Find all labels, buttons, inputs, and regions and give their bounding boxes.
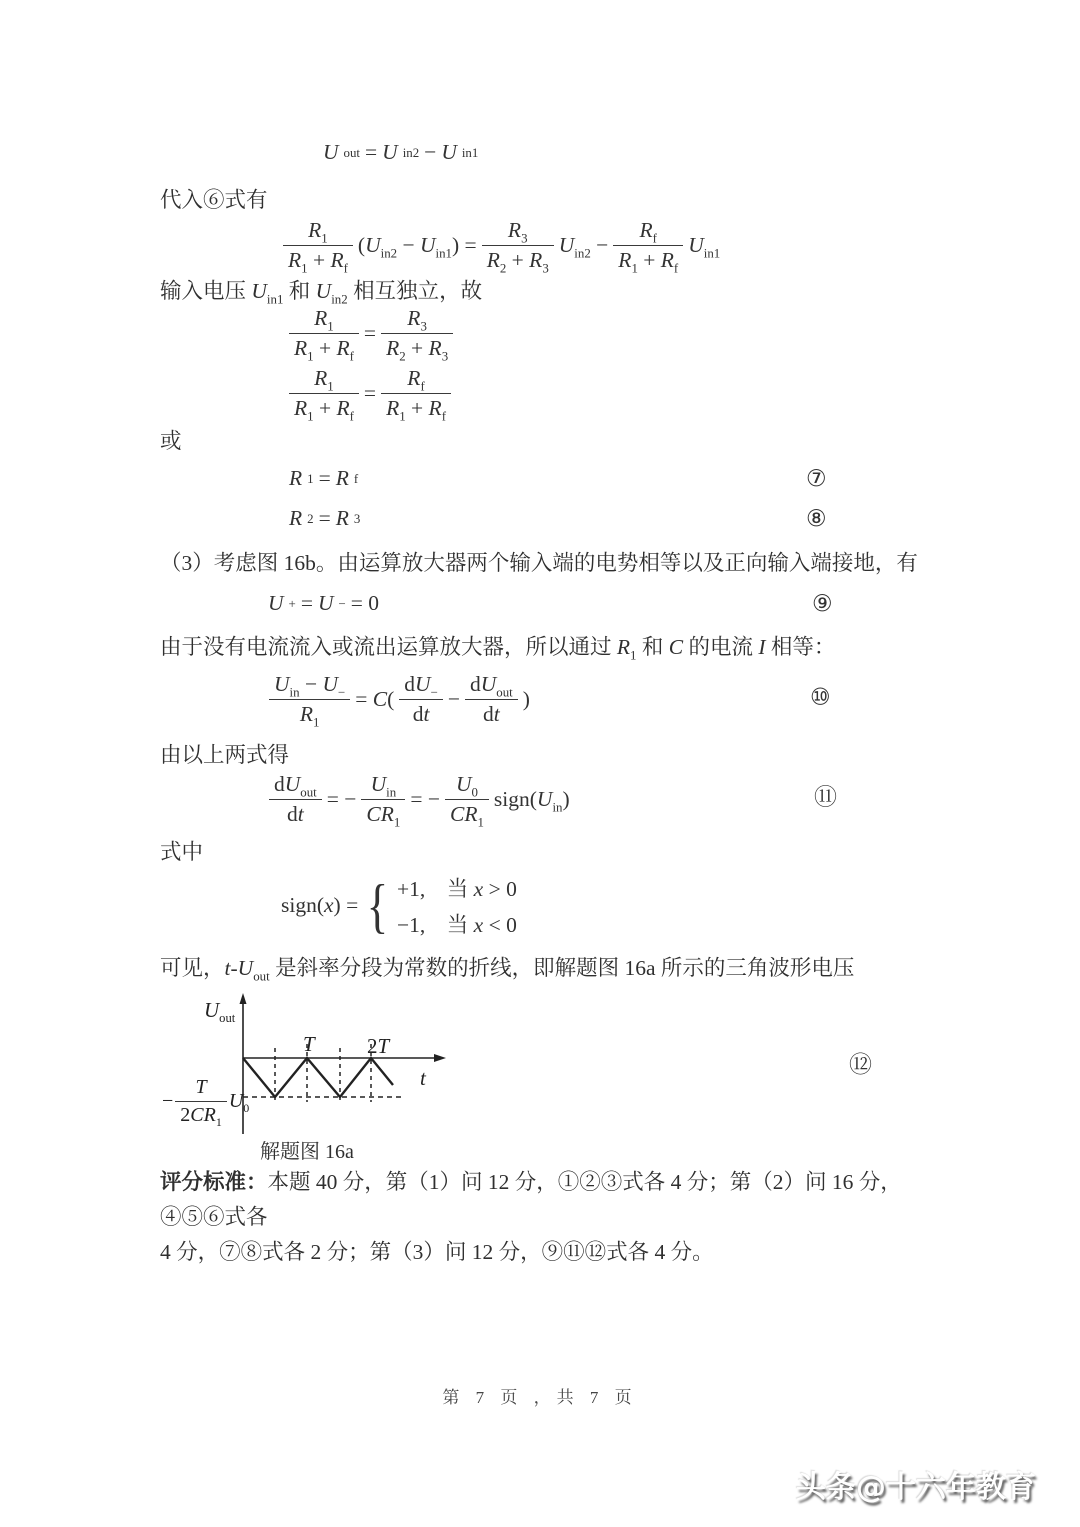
fraction [269, 672, 350, 730]
equation-substituted [0, 218, 1080, 276]
case-positive: +1, 当 x > 0 [397, 877, 517, 901]
equation-sign [0, 872, 1080, 939]
scoring-label: 评分标准： [160, 1170, 268, 1194]
equation-number-10: ⑩ [810, 684, 831, 711]
para-independent: 输入电压 $U_{in1}$ 和 $U_{in2}$ 相互独立，故 [160, 279, 483, 307]
watermark: 头条@十六年教育 [796, 1470, 1036, 1505]
eq-body [269, 772, 570, 830]
fraction [175, 1076, 227, 1127]
fraction [269, 772, 322, 827]
frac-den: dt [399, 699, 443, 727]
equation-11 [0, 772, 1080, 830]
frac-num: $dU_-$ [404, 672, 438, 700]
x-axis-arrow [434, 1054, 446, 1062]
figure-caption: 解题图 16a [260, 1141, 354, 1163]
eq-term: − [447, 687, 460, 711]
scoring-line-1 [160, 1165, 960, 1235]
eq-body [283, 218, 721, 276]
equation-uout [0, 140, 1080, 165]
para-where: 式中 [160, 840, 204, 864]
frac-den: dt [465, 699, 518, 727]
eq-body [289, 366, 451, 424]
scoring-text-1: 本题 40 分，第（1）问 12 分，①②③式各 4 分；第（2）问 16 分，④⑤⑥式各 [160, 1170, 902, 1229]
x-axis-label: t [420, 1066, 426, 1090]
equation-number-8: ⑧ [806, 506, 827, 532]
frac-num: $dU_{out}$ [470, 672, 513, 700]
equation-number-9: ⑨ [812, 591, 833, 617]
frac-den: $R_1 + R_f$ [289, 393, 359, 421]
eq-term: = − [326, 787, 357, 811]
frac-num: $dU_{out}$ [274, 772, 317, 800]
fraction [283, 218, 353, 276]
eq-term: U + = U − = 0 [268, 591, 380, 615]
eq-term: $sign(U_{in})$ [493, 787, 570, 815]
frac-den: $CR_1$ [361, 799, 405, 827]
scoring-line-2 [160, 1235, 960, 1270]
frac-num: $R_3$ [407, 306, 427, 334]
eq-body [281, 872, 517, 939]
y-axis-arrow [240, 993, 247, 1004]
eq-term: sign(x) = [281, 893, 359, 917]
eq-term: U out = U in2 − U in1 [323, 140, 479, 164]
frac-den: $CR_1$ [445, 799, 489, 827]
y-axis-label: $U_{out}$ [204, 998, 236, 1026]
eq-term: ) [522, 687, 530, 711]
eq-term: R 2 = R 3 [289, 506, 361, 530]
para-conclusion: 可见，$t-U_{out}$ 是斜率分段为常数的折线，即解题图 16a 所示的三角波形电压 [160, 956, 855, 984]
para-part3: （3）考虑图 16b。由运算放大器两个输入端的电势相等以及正向输入端接地，有 [160, 551, 918, 575]
eq-body [289, 306, 453, 364]
fraction [381, 366, 451, 424]
equation-7 [0, 466, 1080, 491]
frac-den: $R_1$ [269, 699, 350, 727]
frac-den: $R_2 + R_3$ [381, 333, 453, 361]
equals-sign: = [363, 321, 377, 345]
frac-den: $R_1 + R_f$ [381, 393, 451, 421]
equals-sign: = [363, 381, 377, 405]
equation-number-7: ⑦ [806, 466, 827, 492]
eq-term: $U_{in2}$ − [558, 233, 609, 261]
label-2T: 2T [367, 1034, 390, 1058]
equation-10 [0, 672, 1080, 730]
fraction [482, 218, 554, 276]
equation-8 [0, 506, 1080, 531]
fraction [289, 366, 359, 424]
frac-den: $R_1 + R_f$ [613, 245, 683, 273]
frac-den: dt [269, 799, 322, 827]
fraction [361, 772, 405, 830]
min-value-label [162, 1076, 249, 1127]
frac-num: $R_1$ [308, 218, 328, 246]
left-brace: { [366, 872, 389, 939]
frac-den: $R_2 + R_3$ [482, 245, 554, 273]
equation-ratio1 [0, 306, 1080, 364]
waveform-figure [160, 988, 470, 1166]
u0-term: $U_0$ [228, 1090, 250, 1115]
para-substitute: 代入⑥式有 [160, 188, 268, 212]
eq-term: $(U_{in2} - U_{in1})$ = [357, 233, 477, 261]
page-footer: 第 7 页 ，共 7 页 [442, 1388, 638, 1407]
frac-num: $R_1$ [314, 306, 334, 334]
fraction [613, 218, 683, 276]
fraction [381, 306, 453, 364]
frac-num: $R_f$ [639, 218, 657, 246]
eq-term: = C( [355, 687, 395, 711]
eq-term: $U_{in1}$ [688, 233, 721, 261]
frac-num: $R_1$ [314, 366, 334, 394]
fraction [289, 306, 359, 364]
frac-den: $R_1 + R_f$ [289, 333, 359, 361]
fraction [445, 772, 489, 830]
minus-sign: − [162, 1090, 174, 1112]
frac-num: T [195, 1076, 207, 1098]
equation-9 [0, 591, 1080, 616]
fraction [465, 672, 518, 727]
label-T: T [303, 1032, 315, 1056]
frac-num: $U_{in}$ [370, 772, 397, 800]
frac-num: $R_f$ [407, 366, 425, 394]
case-negative: −1, 当 x < 0 [397, 913, 517, 937]
para-no-current: 由于没有电流流入或流出运算放大器，所以通过 $R_1$ 和 C 的电流 I 相等： [160, 635, 836, 663]
frac-num: $R_3$ [507, 218, 528, 246]
eq-body [269, 672, 530, 730]
eq-term: = − [410, 787, 440, 811]
scoring-text-2: 4 分，⑦⑧式各 2 分；第（3）问 12 分，⑨⑪⑫式各 4 分。 [160, 1240, 714, 1264]
cases-block [397, 872, 517, 939]
eq-term: R 1 = R f [289, 466, 359, 490]
frac-num: $U_{in} - U_-$ [274, 672, 346, 700]
fraction [399, 672, 443, 727]
scoring-standard [160, 1165, 960, 1270]
equation-number-11: ⑪ [814, 784, 837, 811]
equation-ratio2 [0, 366, 1080, 424]
equation-number-12: ⑫ [849, 1052, 872, 1078]
frac-num: $U_0$ [455, 772, 478, 800]
para-or: 或 [160, 429, 182, 453]
frac-den: $R_1 + R_f$ [283, 245, 353, 273]
frac-den: $2CR_1$ [175, 1101, 227, 1127]
para-from-two: 由以上两式得 [160, 743, 290, 767]
